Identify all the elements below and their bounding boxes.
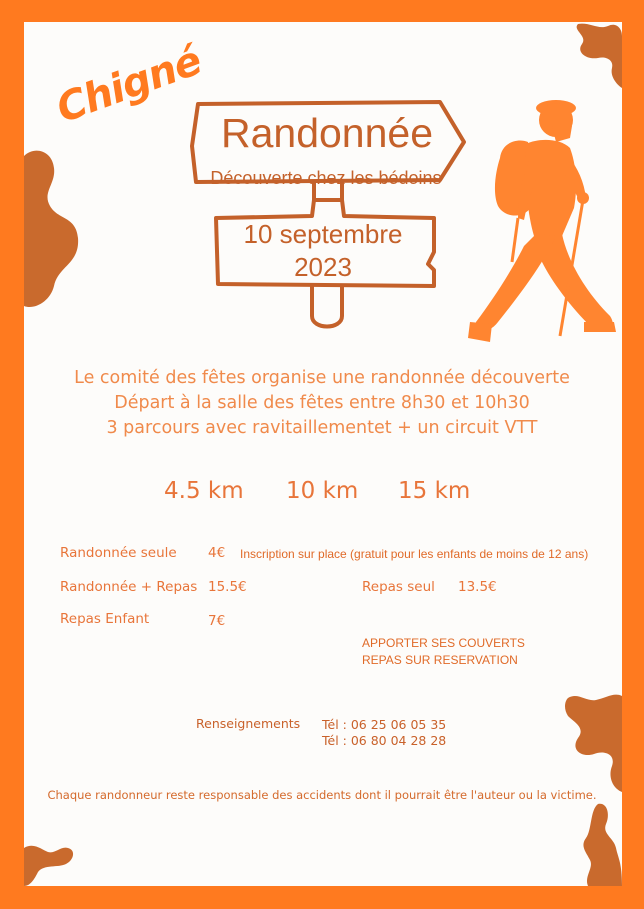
contact-phone-1: Tél : 06 25 06 05 35 — [322, 717, 447, 732]
rando-repas-price: 15.5€ — [208, 579, 247, 595]
blob-bottom-right-corner-decoration — [580, 802, 622, 886]
blob-top-right-decoration — [572, 22, 622, 88]
date-line-1: 10 septembre — [243, 219, 403, 249]
blob-bottom-right-decoration — [564, 692, 622, 792]
distance-short: 4.5 km — [164, 478, 244, 504]
note-couverts: APPORTER SES COUVERTS — [362, 636, 525, 650]
repas-seul-price: 13.5€ — [458, 579, 497, 595]
repas-enfant-label: Repas Enfant — [60, 611, 150, 627]
poster-inner — [24, 22, 622, 886]
event-date — [220, 218, 426, 284]
repas-seul-label: Repas seul — [362, 579, 435, 595]
blob-bottom-left-decoration — [24, 842, 76, 886]
event-title: Randonnée — [220, 110, 434, 156]
hiker-icon — [452, 86, 617, 346]
intro-line-2: Départ à la salle des fêtes entre 8h30 et 10h30 — [114, 393, 530, 413]
rando-seule-price: 4€ — [208, 545, 226, 561]
rando-repas-label: Randonnée + Repas — [60, 579, 198, 595]
intro-line-3: 3 parcours avec ravitaillementet + un circuit VTT — [106, 418, 538, 438]
note-reservation: REPAS SUR RESERVATION — [362, 653, 518, 667]
contact-phone-2: Tél : 06 80 04 28 28 — [322, 733, 447, 748]
contact-label: Renseignements — [196, 716, 301, 731]
chigne-logo: Chigné — [50, 37, 208, 133]
blob-top-left-decoration — [24, 146, 80, 310]
date-line-2: 2023 — [294, 252, 352, 282]
distance-long: 15 km — [398, 478, 471, 504]
distance-medium: 10 km — [286, 478, 359, 504]
responsibility-disclaimer: Chaque randonneur reste responsable des accidents dont il pourrait être l'auteur ou la victime. — [47, 788, 597, 802]
inscription-note: Inscription sur place (gratuit pour les enfants de moins de 12 ans) — [240, 547, 589, 561]
intro-line-1: Le comité des fêtes organise une randonnée découverte — [74, 368, 570, 388]
rando-seule-label: Randonnée seule — [60, 545, 177, 561]
repas-enfant-price: 7€ — [208, 613, 226, 629]
event-subtitle: Découverte chez les bédoins — [210, 168, 442, 188]
